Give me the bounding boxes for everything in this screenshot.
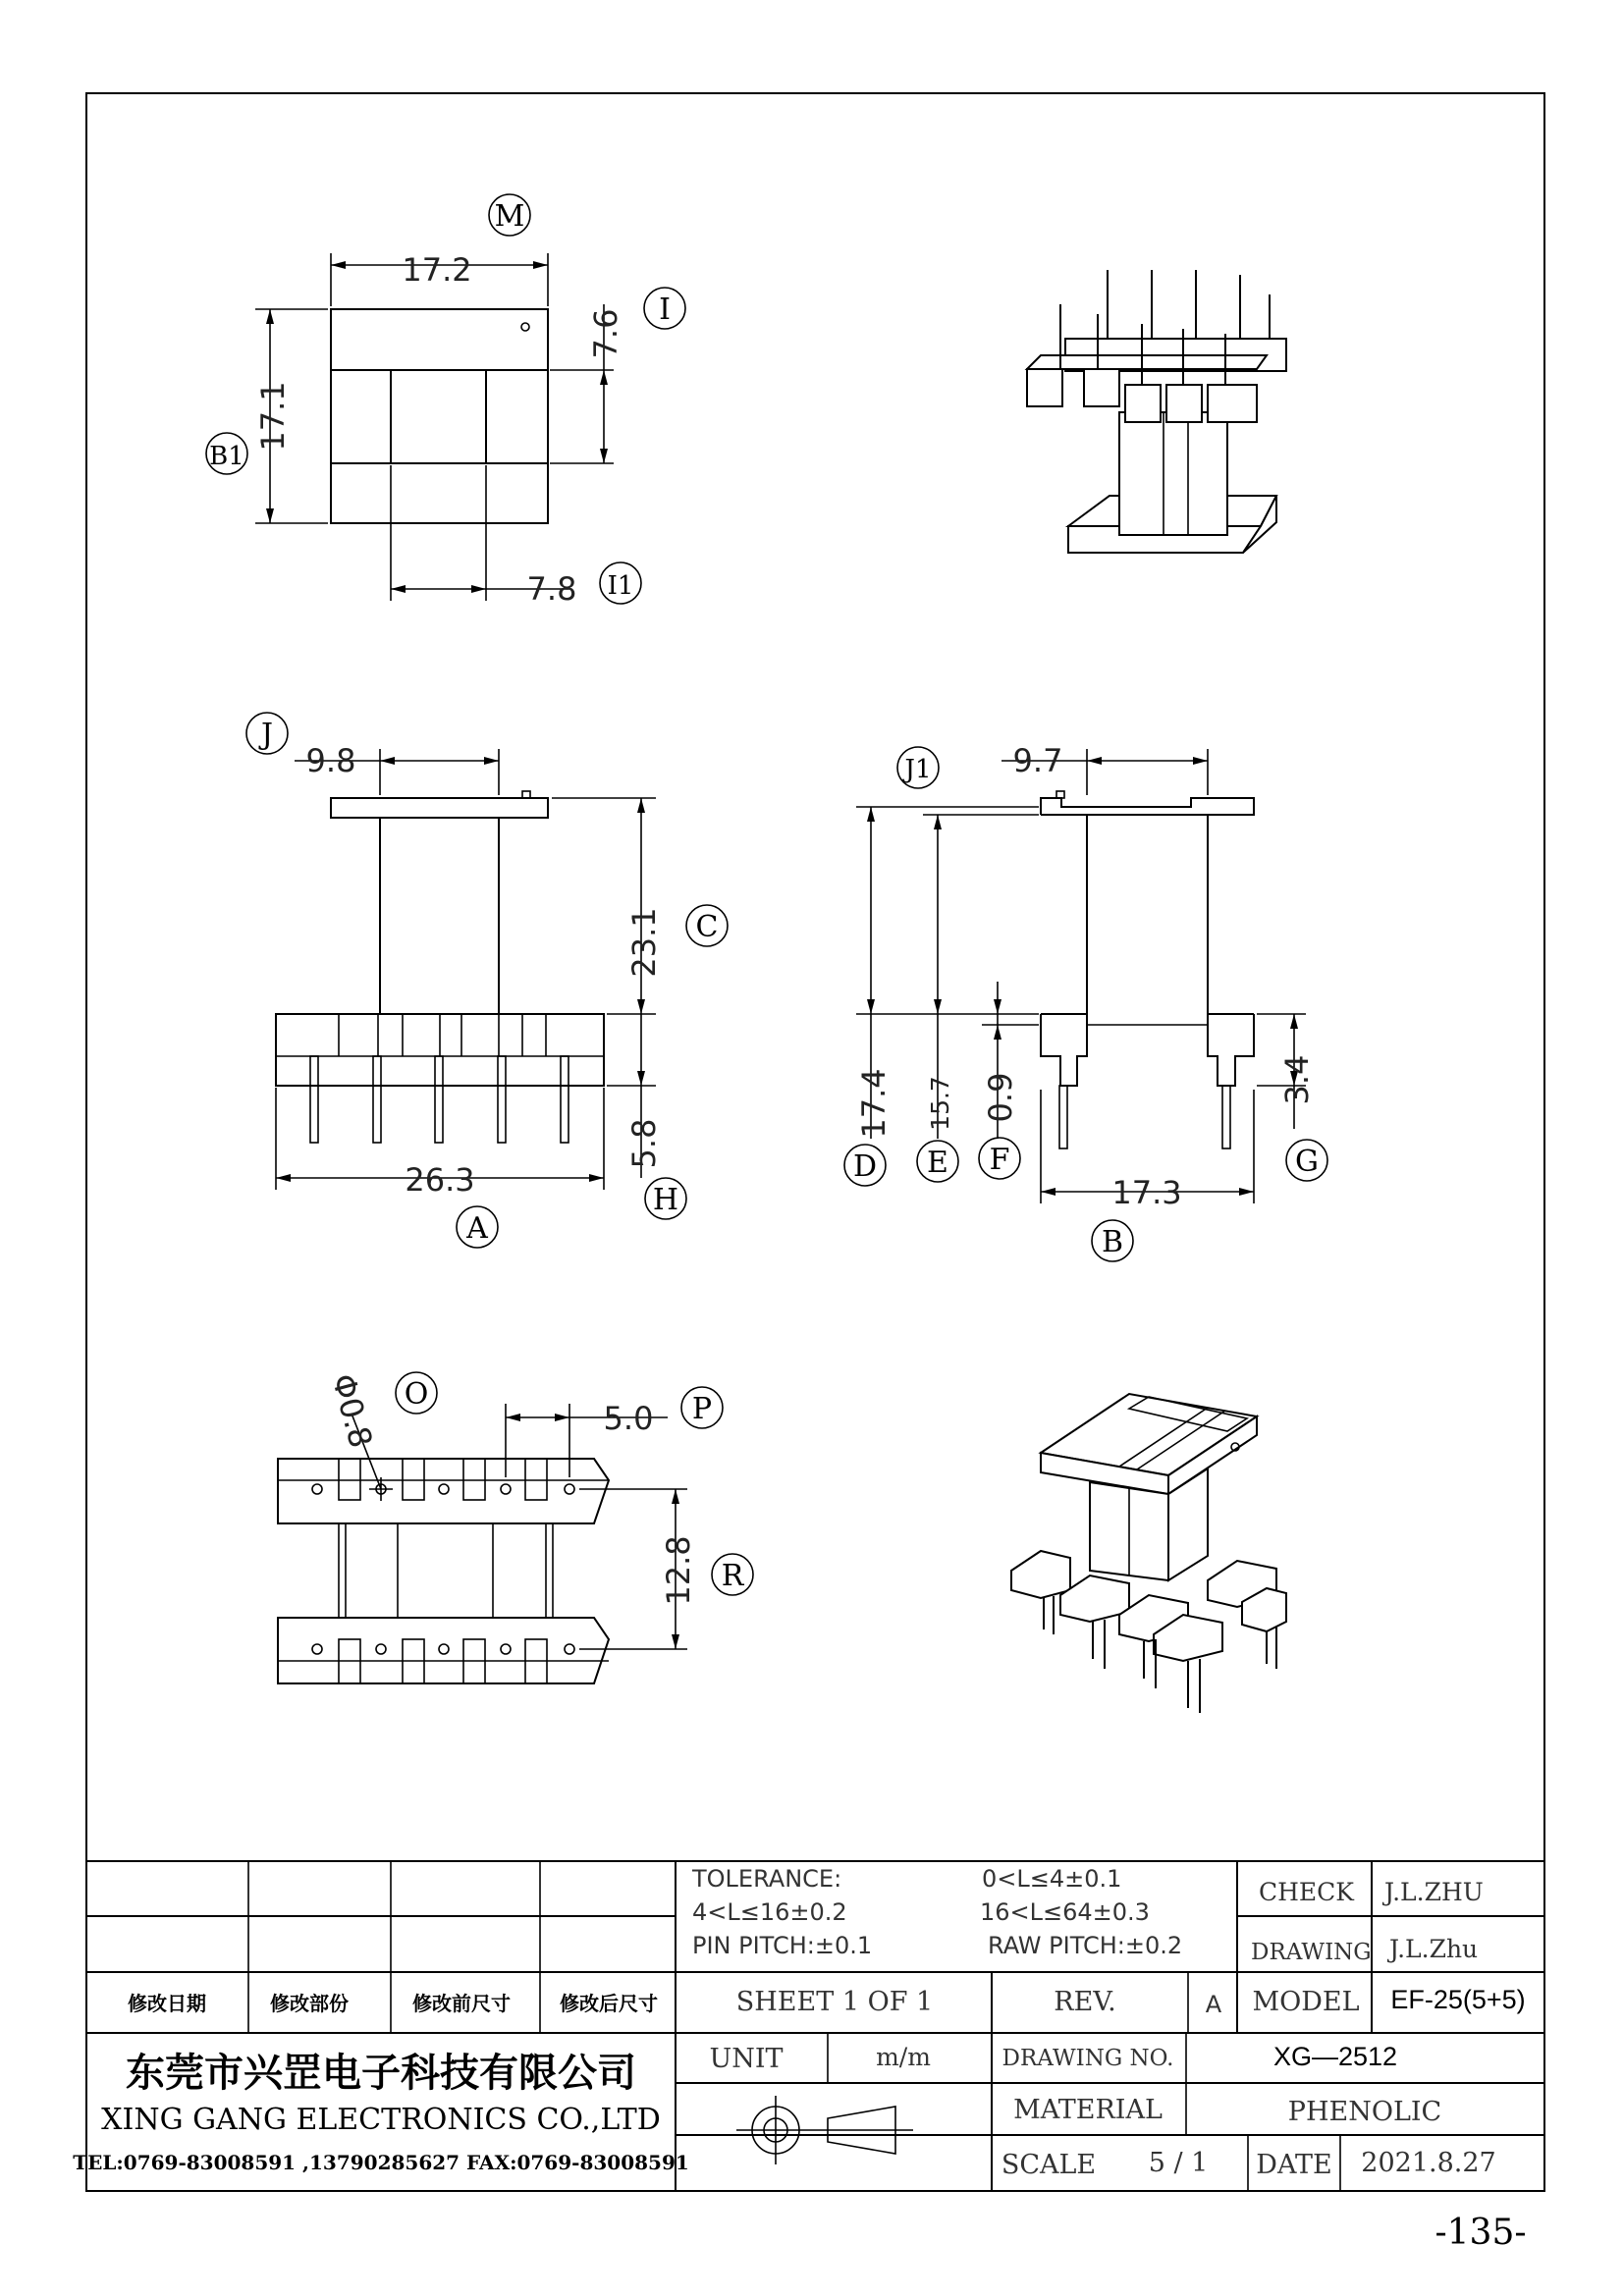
tolerance-1: 0<L≤4±0.1 (982, 1865, 1122, 1893)
label-F (979, 1138, 1020, 1179)
company-contact: TEL:0769-83008591 ,13790285627 FAX:0769-83008591 (73, 2151, 689, 2174)
dim-7-6: 7.6 (587, 308, 624, 359)
pin-pitch: PIN PITCH:±0.1 (692, 1932, 873, 1959)
rev-col-after: 修改后尺寸 (560, 1992, 658, 2015)
label-I1 (600, 562, 641, 604)
label-D (844, 1145, 886, 1186)
dim-phi-0-8: Φ0.8 (324, 1369, 380, 1452)
material-value: PHENOLIC (1287, 2097, 1442, 2127)
svg-text:R: R (721, 1559, 744, 1593)
rev-col-part: 修改部份 (270, 1992, 349, 2015)
label-B (1092, 1220, 1133, 1261)
dim-23-1: 23.1 (625, 907, 663, 978)
material-label: MATERIAL (1013, 2095, 1163, 2125)
dim-0-9: 0.9 (982, 1072, 1019, 1123)
isometric-view-core-up (1011, 1394, 1286, 1713)
dim-5-8: 5.8 (625, 1118, 663, 1169)
isometric-view-pins-up (1027, 270, 1286, 553)
raw-pitch: RAW PITCH:±0.2 (988, 1932, 1183, 1959)
rev-value: A (1205, 1991, 1222, 2018)
svg-text:A: A (466, 1211, 488, 1246)
date-label: DATE (1256, 2150, 1332, 2180)
dim-17-3: 17.3 (1111, 1174, 1182, 1211)
company-name-cn: 东莞市兴罡电子科技有限公司 (126, 2051, 636, 2096)
svg-text:O: O (404, 1377, 429, 1412)
svg-text:I: I (659, 293, 671, 327)
dim-5-0: 5.0 (603, 1400, 654, 1437)
rev-col-before: 修改前尺寸 (412, 1992, 511, 2015)
label-J (246, 713, 288, 754)
dim-17-1: 17.1 (254, 381, 292, 452)
dim-9-8: 9.8 (305, 742, 356, 779)
drawing-label: DRAWING (1251, 1940, 1372, 1965)
svg-text:E: E (927, 1146, 948, 1180)
label-G (1286, 1140, 1327, 1181)
label-P (681, 1387, 723, 1428)
unit-value: m/m (876, 2043, 931, 2071)
front-view (276, 742, 663, 1199)
label-J1 (897, 747, 939, 788)
svg-text:P: P (691, 1392, 713, 1426)
svg-text:H: H (652, 1183, 679, 1217)
sheet-text: SHEET 1 OF 1 (735, 1987, 934, 2017)
dim-9-7: 9.7 (1012, 742, 1063, 779)
label-A (457, 1206, 498, 1248)
label-H (645, 1178, 686, 1219)
company-name-en: XING GANG ELECTRONICS CO.,LTD (101, 2103, 661, 2137)
dim-7-8: 7.8 (526, 570, 577, 608)
drawing-no-value: XG—2512 (1272, 2042, 1398, 2071)
svg-text:F: F (989, 1143, 1010, 1177)
svg-text:J: J (260, 718, 274, 752)
tolerance-2: 4<L≤16±0.2 (692, 1898, 847, 1926)
front-view-pins (310, 1056, 568, 1143)
svg-text:J1: J1 (904, 755, 932, 784)
label-M (489, 194, 530, 236)
date-value: 2021.8.27 (1361, 2148, 1496, 2178)
side-view (852, 742, 1316, 1211)
dim-12-8: 12.8 (660, 1535, 697, 1606)
projection-symbol-icon (736, 2096, 913, 2164)
dim-3-4: 3.4 (1278, 1054, 1316, 1105)
top-view (254, 251, 624, 608)
check-label: CHECK (1259, 1878, 1354, 1906)
rev-col-date: 修改日期 (128, 1992, 206, 2015)
drawing-value: J.L.Zhu (1389, 1935, 1479, 1963)
check-value: J.L.ZHU (1384, 1878, 1484, 1906)
title-block (73, 1861, 1544, 2191)
scale-value: 5 / 1 (1148, 2148, 1209, 2178)
dim-17-4: 17.4 (855, 1068, 893, 1139)
tolerance-3: 16<L≤64±0.3 (980, 1898, 1150, 1926)
tolerance-label: TOLERANCE: (692, 1865, 842, 1893)
dim-15-7: 15.7 (926, 1076, 954, 1131)
model-value: EF-25(5+5) (1390, 1985, 1526, 2014)
svg-text:G: G (1295, 1145, 1319, 1179)
model-label: MODEL (1252, 1987, 1360, 2017)
dim-26-3: 26.3 (405, 1161, 475, 1199)
svg-text:B: B (1101, 1225, 1124, 1259)
label-E (917, 1141, 958, 1182)
drawing-no-label: DRAWING NO. (1001, 2046, 1174, 2071)
svg-text:C: C (695, 910, 719, 944)
label-C (686, 905, 728, 946)
label-I (644, 288, 685, 329)
svg-text:D: D (852, 1149, 878, 1184)
svg-text:B1: B1 (209, 442, 244, 471)
rev-label: REV. (1054, 1987, 1116, 2017)
unit-label: UNIT (709, 2044, 784, 2074)
label-O (396, 1372, 437, 1414)
dim-17-2: 17.2 (402, 251, 472, 289)
scale-label: SCALE (1001, 2150, 1097, 2180)
bottom-rail-holes (312, 1644, 574, 1654)
svg-text:I1: I1 (607, 571, 634, 601)
label-B1 (206, 433, 247, 474)
bottom-view (278, 1369, 697, 1683)
label-R (712, 1554, 753, 1595)
svg-text:M: M (494, 199, 525, 234)
page-number: -135- (1435, 2213, 1527, 2253)
